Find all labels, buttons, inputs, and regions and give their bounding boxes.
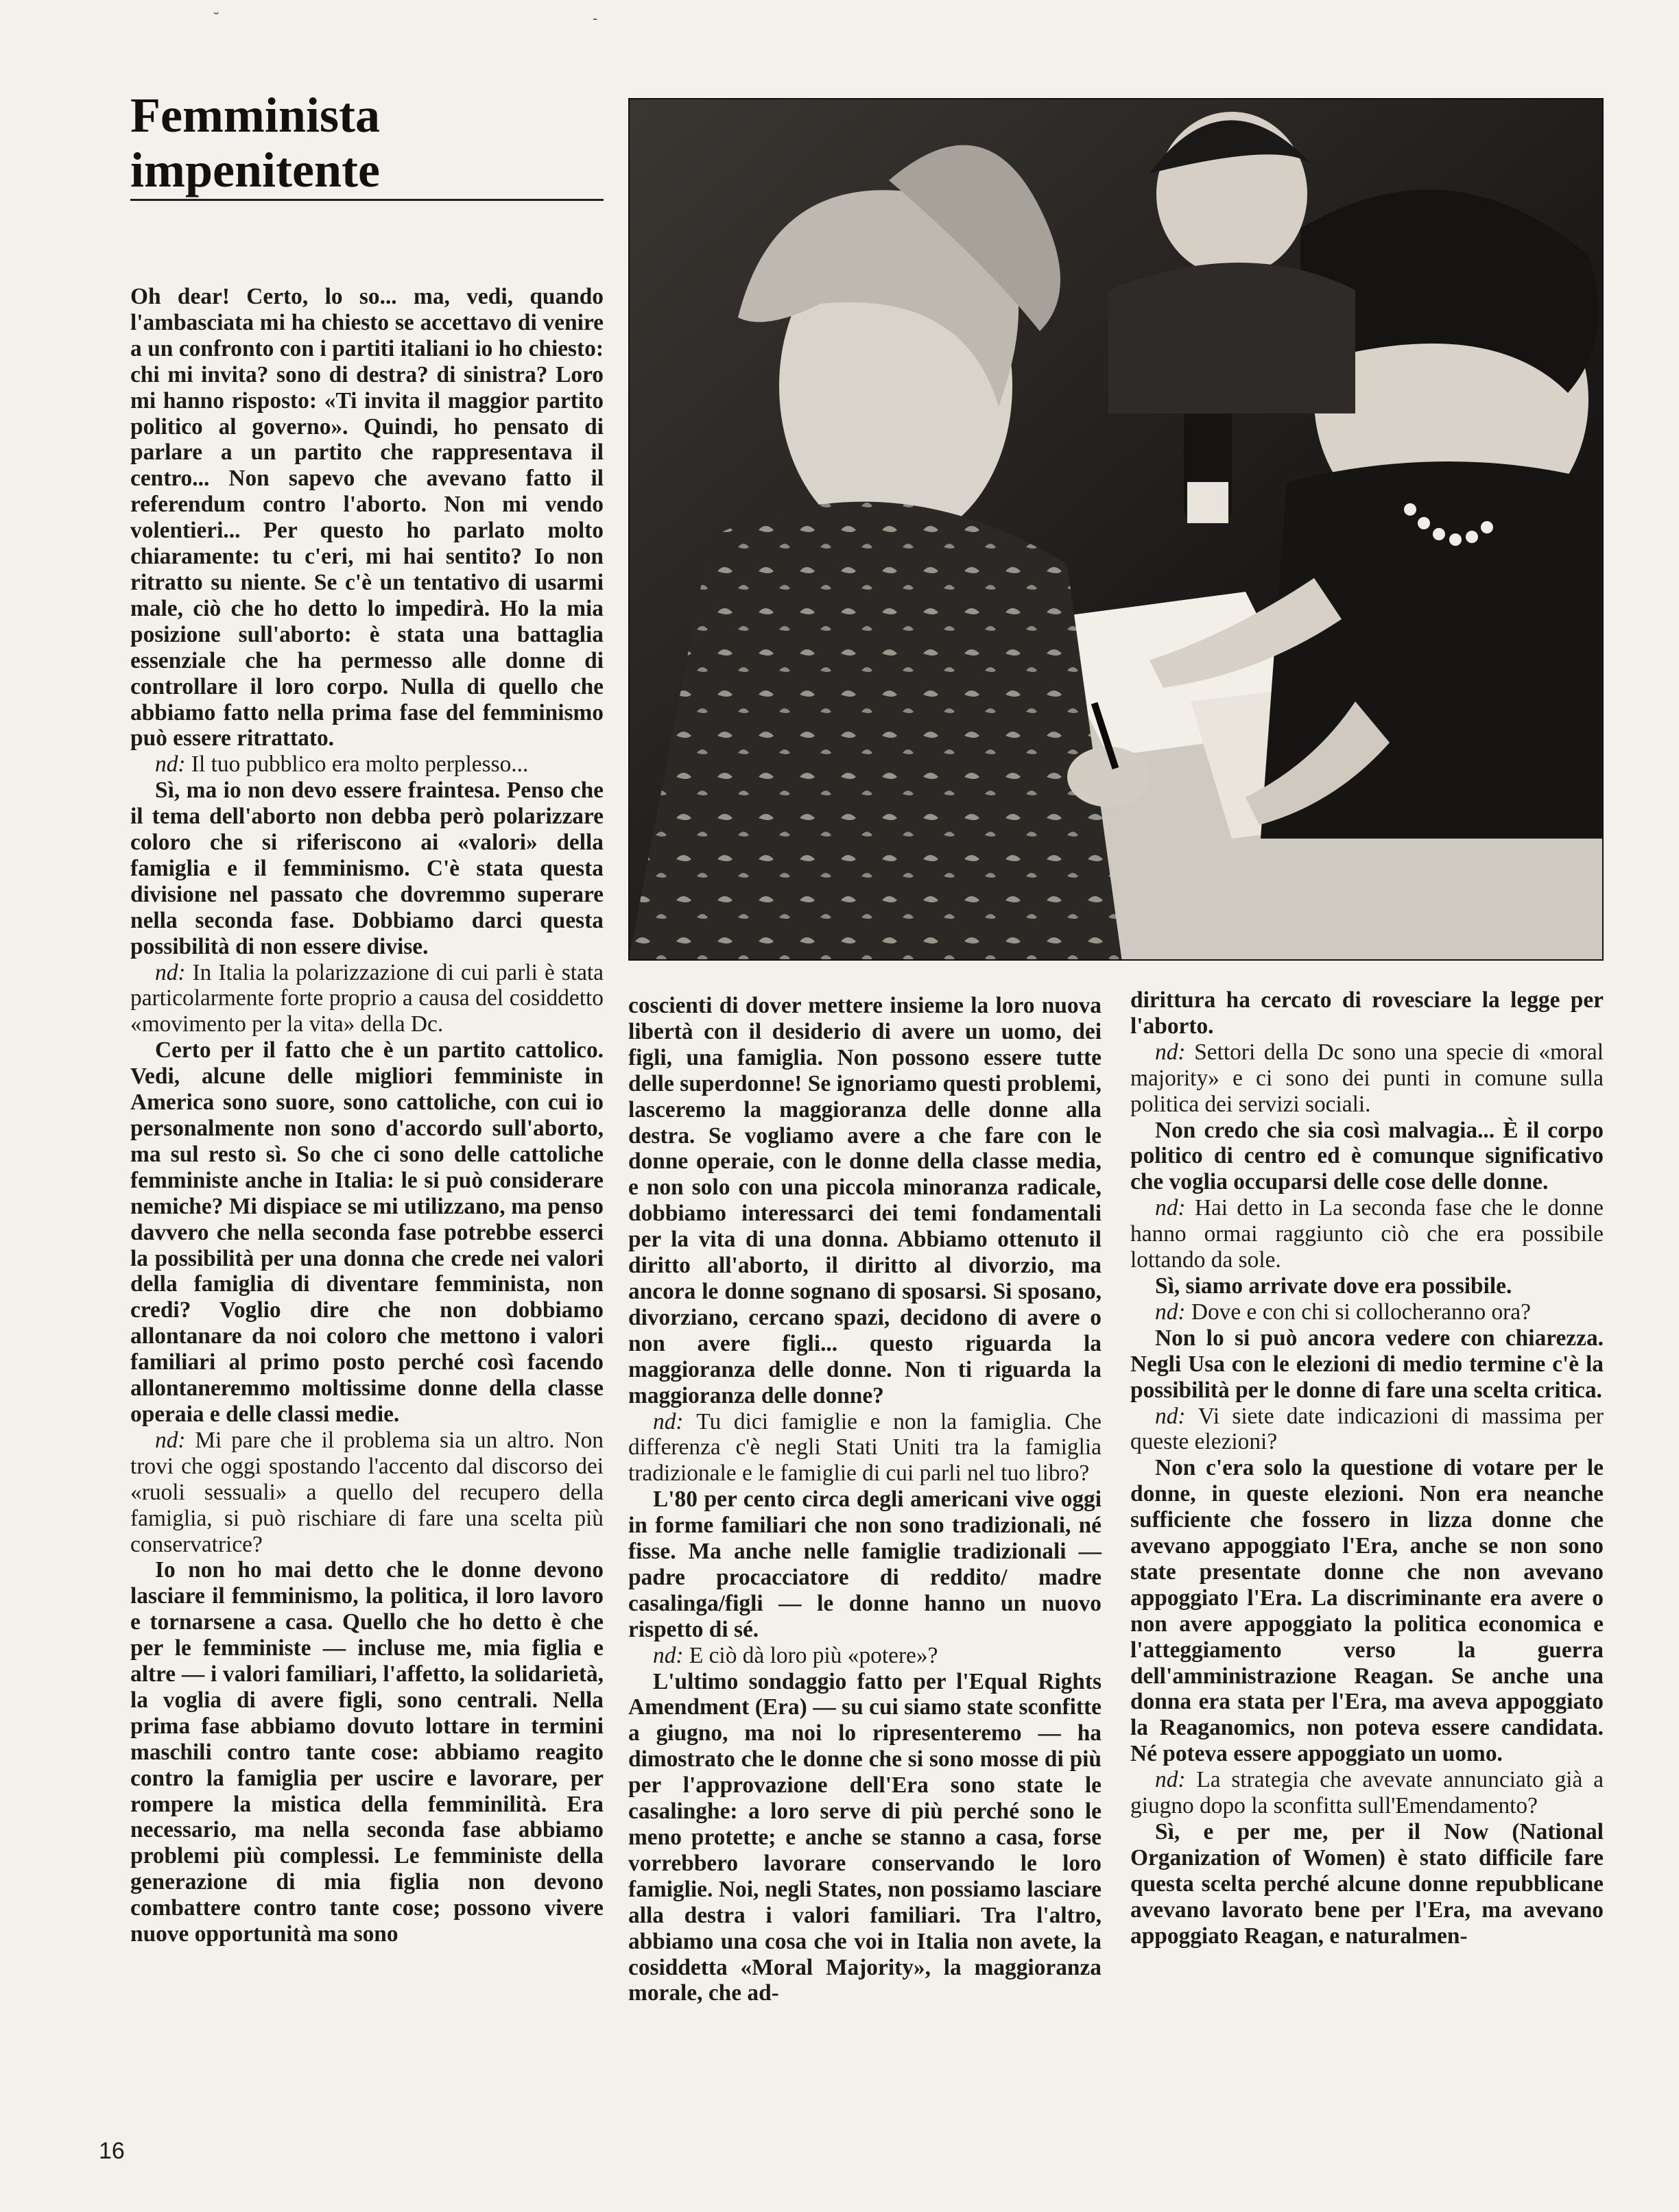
nd-label: nd: xyxy=(1155,1039,1195,1065)
nd-label: nd: xyxy=(155,1427,195,1453)
interview-answer: Sì, siamo arrivate dove era possibile. xyxy=(1155,1273,1512,1299)
interview-answer: coscienti di dover mettere insieme la loro nuova libertà con il desiderio di avere un uomo, dei figli, una famiglia. Non possono essere tutte delle superdonne! Se ignoriamo questi problemi, lasceremo la maggioranza delle donne alla destra. Se vogliamo avere a che fare con le donne operaie, con le donne della classe media, e non solo con una piccola minoranza radicale, dobbiamo interessarci dei temi fondamentali per la vita di una donna. Abbiamo ottenuto il diritto all'aborto, il diritto al divorzio, ma ancora le donne sognano di sposarsi. Si sposano, divorziano, cercano spazi, decidono di avere o non avere figli... questo riguarda la maggioranza delle donne. Non ti riguarda la maggioranza delle donne? xyxy=(628,993,1102,1408)
print-mark: ˘ xyxy=(214,10,219,27)
nd-label: nd: xyxy=(1155,1195,1195,1221)
question-text: Dove e con chi si collocheranno ora? xyxy=(1191,1299,1531,1325)
interview-answer: Io non ho mai detto che le donne devono lasciare il femminismo, la politica, il loro lavoro e tornarsene a casa. Quello che ho detto è che per le femministe — incluse me, mia figlia e altre — i valori familiari, l'affetto, la solidarietà, la voglia di avere figli, sono centrali. Nella prima fase abbiamo dovuto lottare in termini maschili contro tante cose: abbiamo reagito contro la famiglia per uscire e lavorare, per rompere la mistica della femminilità. Era necessario, ma nella seconda fase abbiamo problemi più complessi. Le femministe della generazione di mia figlia non devono combattere contro tante cose; possono vivere nuove opportunità ma sono xyxy=(130,1557,604,1947)
interview-question xyxy=(1130,1039,1604,1118)
interview-question xyxy=(628,1409,1102,1487)
question-text: In Italia la polarizzazione di cui parli è stata particolarmente forte proprio a causa del cosiddetto «movimento per la vita» della Dc. xyxy=(130,959,604,1037)
question-text: Settori della Dc sono una specie di «moral majority» e ci sono dei punti in comune sulla politica dei servizi sociali. xyxy=(1130,1039,1604,1117)
nd-label: nd: xyxy=(653,1642,689,1668)
interview-answer: Non credo che sia così malvagia... È il corpo politico di centro ed è comunque significativo che voglia occuparsi delle cose delle donne. xyxy=(1130,1117,1604,1195)
interview-answer: Certo per il fatto che è un partito cattolico. Vedi, alcune delle migliori femministe in America sono suore, sono cattoliche, con cui io personalmente non sono d'accordo sull'aborto, ma sul resto sì. So che ci sono delle cattoliche femministe anche in Italia: le si può considerare nemiche? Mi dispiace se mi utilizzano, ma penso davvero che nella seconda fase potrebbe esserci la possibilità per una donna che crede nei valori della famiglia di diventare femminista, non credi? Voglio dire che non dobbiamo allontanare da noi coloro che mettono i valori familiari al primo posto perché così facendo allontaneremmo moltissime donne della classe operaia e delle classi medie. xyxy=(130,1037,604,1427)
interview-question xyxy=(1130,1299,1604,1325)
title-rule xyxy=(130,199,604,201)
article-title: Femminista impenitente xyxy=(130,88,380,197)
question-text: Mi pare che il problema sia un altro. Non trovi che oggi spostando l'accento dal discorso dei «ruoli sessuali» a quello del recupero della famiglia, si può rischiare di fare una scelta più conservatrice? xyxy=(130,1427,604,1557)
column-3 xyxy=(1130,987,1604,1949)
article-photo xyxy=(628,98,1604,961)
question-text: Tu dici famiglie e non la famiglia. Che differenza c'è negli Stati Uniti tra la famiglia tradizionale e le famiglie di cui parli nel tuo libro? xyxy=(628,1408,1102,1487)
column-2 xyxy=(628,993,1102,2006)
question-text: La strategia che avevate annunciato già a giugno dopo la sconfitta sull'Emendamento? xyxy=(1130,1767,1604,1819)
question-text: Hai detto in La seconda fase che le donne hanno ormai raggiunto ciò che era possibile lottando da sole. xyxy=(1130,1195,1604,1273)
interview-answer: Oh dear! Certo, lo so... ma, vedi, quando l'ambasciata mi ha chiesto se accettavo di venire a un confronto con i partiti italiani io ho chiesto: chi mi invita? sono di destra? di sinistra? Loro mi hanno risposto: «Ti invita il maggior partito politico al governo». Quindi, ho pensato di parlare a un partito che rappresentava il centro... Non sapevo che avevano fatto il referendum contro l'aborto. Non mi vendo volentieri... Per questo ho parlato molto chiaramente: tu c'eri, mi hai sentito? Io non ritratto su niente. Se c'è un tentativo di usarmi male, ciò che ho detto lo impedirà. Ho la mia posizione sull'aborto: è stata una battaglia essenziale che ha permesso alle donne di controllare il loro corpo. Nulla di quello che abbiamo fatto nella prima fase del femminismo può essere ritrattato. xyxy=(130,284,604,752)
interview-answer: L'80 per cento circa degli americani vive oggi in forme familiari che non sono tradizionali, né fisse. Ma anche nelle famiglie tradizionali — padre procacciatore di reddito/ madre casalinga/figli — le donne hanno un nuovo rispetto di sé. xyxy=(628,1487,1102,1642)
question-text: Il tuo pubblico era molto perplesso... xyxy=(191,752,529,778)
nd-label: nd: xyxy=(653,1408,697,1434)
interview-question xyxy=(1130,1767,1604,1819)
interview-answer: Sì, e per me, per il Now (National Organization of Women) è stato difficile fare questa scelta perché alcune donne repubblicane avevano lavorato bene per l'Era, ma avevano appoggiato Reagan, e naturalmen- xyxy=(1130,1819,1604,1949)
page-number: 16 xyxy=(99,2138,125,2164)
question-text: E ciò dà loro più «potere»? xyxy=(689,1642,938,1668)
interview-question xyxy=(130,1428,604,1558)
interview-answer: Non c'era solo la questione di votare per le donne, in queste elezioni. Non era neanche sufficiente che fossero in lizza donne che avevano appoggiato l'Era, anche se non sono state presentate donne che non avevano appoggiato l'Era. La discriminante era avere o non avere appoggiato la politica economica e l'atteggiamento verso la guerra dell'amministrazione Reagan. Se anche una donna era stata per l'Era, ma aveva appoggiato la Reaganomics, non poteva essere candidata. Né poteva essere appoggiato un uomo. xyxy=(1130,1455,1604,1767)
interview-answer: Non lo si può ancora vedere con chiarezza. Negli Usa con le elezioni di medio termine c'è la possibilità per le donne di fare una scelta critica. xyxy=(1130,1325,1604,1403)
interview-answer: L'ultimo sondaggio fatto per l'Equal Rights Amendment (Era) — su cui siamo state sconfitte a giugno, ma noi lo ripresenteremo — ha dimostrato che le donne che si sono mosse di più per l'approvazione dell'Era sono state le casalinghe: a loro serve di più perché sono le meno protette; e anche se stanno a casa, forse vorrebbero lavorare conservando le loro famiglie. Noi, negli States, non possiamo lasciare alla destra i valori familiari. Tra l'altro, abbiamo una cosa che voi in Italia non avete, la cosiddetta «Moral Majority», la maggioranza morale, che ad- xyxy=(628,1668,1102,2006)
nd-label: nd: xyxy=(1155,1767,1197,1793)
nd-label: nd: xyxy=(155,959,193,985)
print-mark: - xyxy=(593,10,598,27)
interview-answer: Sì, ma io non devo essere fraintesa. Penso che il tema dell'aborto non debba però polarizzare coloro che si riferiscono ai «valori» della famiglia e il femminismo. C'è stata questa divisione nel passato che dovremmo superare nella seconda fase. Dobbiamo darci questa possibilità di non essere divise. xyxy=(130,778,604,959)
interview-question xyxy=(628,1643,1102,1669)
interview-question xyxy=(130,752,604,778)
nd-label: nd: xyxy=(1155,1403,1198,1429)
interview-answer: dirittura ha cercato di rovesciare la legge per l'aborto. xyxy=(1130,987,1604,1039)
photo-illustration xyxy=(628,98,1604,961)
interview-question xyxy=(130,960,604,1038)
nd-label: nd: xyxy=(155,752,191,778)
interview-question xyxy=(1130,1195,1604,1273)
interview-question xyxy=(1130,1404,1604,1456)
column-1 xyxy=(130,284,604,1947)
nd-label: nd: xyxy=(1155,1299,1191,1325)
question-text: Vi siete date indicazioni di massima per queste elezioni? xyxy=(1130,1403,1604,1455)
